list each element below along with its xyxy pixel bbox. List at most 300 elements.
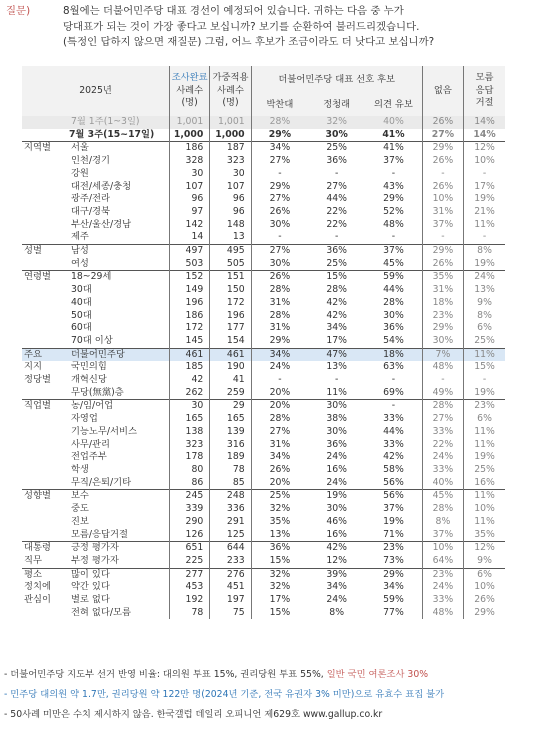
table-row — [22, 374, 505, 387]
row-weighted-count: 505 — [210, 258, 251, 271]
row-cand1-pct: 30% — [251, 258, 308, 271]
note-2: - 민주당 대의원 약 1.7만, 권리당원 약 122만 명(2024년 기준, 전국 유권자 3% 미만)으로 유효수 표집 불가 — [4, 689, 445, 700]
row-label: 더불어민주당 — [69, 348, 170, 361]
row-group-label: 성별 — [22, 245, 69, 258]
row-sample-count: 277 — [170, 568, 210, 581]
row-none-pct: 26% — [422, 181, 463, 194]
row-label: 여성 — [70, 257, 89, 269]
row-cand3-pct: 43% — [383, 180, 404, 192]
row-none-pct: 22% — [422, 439, 463, 452]
table-row — [22, 231, 505, 244]
row-sample-count: 186 — [170, 310, 210, 323]
row-unknown-pct: 9% — [464, 555, 505, 568]
row-cand3-pct: 59% — [383, 594, 404, 606]
row-sample-count: 138 — [170, 426, 210, 439]
row-group-label — [22, 413, 69, 426]
row-none-pct: 27% — [422, 413, 463, 426]
row-cand1-pct: 28% — [251, 413, 308, 426]
header-sample-title: 조사완료 — [171, 71, 208, 83]
header-pref: 더불어민주당 대표 선호 후보 — [251, 66, 422, 94]
row-cand1-pct: 24% — [251, 361, 308, 374]
row-weighted-count: 150 — [210, 284, 251, 297]
table-row — [22, 426, 505, 439]
row-group-label — [22, 284, 69, 297]
row-group-label: 주요 — [22, 348, 69, 361]
question-tag: 질문) — [6, 5, 31, 17]
row-unknown-pct: - — [464, 374, 505, 387]
row-unknown-pct: 12% — [464, 142, 505, 155]
row-cand2-pct: 32% — [308, 116, 365, 129]
row-sample-count: 328 — [170, 155, 210, 168]
row-cand1-pct: - — [251, 374, 308, 387]
row-cand2-pct: - — [335, 231, 339, 243]
header-weighted — [210, 66, 251, 116]
row-sample-count: 172 — [170, 322, 210, 335]
row-cand2-pct: - — [335, 374, 339, 386]
table-row — [22, 335, 505, 348]
table-row — [22, 568, 505, 581]
row-group-label: 대통령 — [22, 542, 69, 555]
row-label: 남성 — [69, 245, 170, 258]
row-cand3-pct: 23% — [365, 542, 422, 555]
header-cand2: 정청래 — [308, 94, 365, 116]
row-none-pct: 37% — [422, 529, 463, 542]
row-weighted-count: 165 — [210, 413, 251, 426]
table-row — [22, 284, 505, 297]
row-label: 진보 — [70, 515, 89, 527]
row-cand3-pct: 42% — [383, 451, 404, 463]
row-cand1-pct: 29% — [251, 181, 308, 194]
row-cand1-pct: 29% — [251, 129, 308, 142]
row-label: 대구/경북 — [70, 205, 111, 217]
row-cand1-pct: 31% — [251, 322, 308, 335]
row-cand2-pct: 11% — [326, 386, 348, 398]
row-unknown-pct: 29% — [464, 607, 505, 620]
row-weighted-count: 196 — [210, 310, 251, 323]
row-label: 모름/응답거절 — [70, 528, 128, 540]
row-unknown-pct: 6% — [464, 322, 505, 335]
row-cand2-pct: 42% — [308, 542, 365, 555]
row-cand1-pct: 29% — [251, 335, 308, 348]
row-group-label: 정치에 — [24, 581, 51, 593]
row-sample-count: 453 — [170, 581, 210, 594]
header-unknown — [464, 66, 505, 116]
row-none-pct: 31% — [422, 284, 463, 297]
row-weighted-count: 172 — [210, 297, 251, 310]
row-label: 서울 — [69, 142, 170, 155]
row-label: 7월 1주(1~3일) — [69, 116, 170, 129]
row-cand3-pct: 19% — [383, 515, 404, 527]
row-cand1-pct: 34% — [251, 451, 308, 464]
row-cand3-pct: 56% — [383, 476, 404, 488]
row-group-label — [22, 206, 69, 219]
row-cand3-pct: 33% — [383, 438, 404, 450]
row-weighted-count: 451 — [210, 581, 251, 594]
row-none-pct: 28% — [422, 503, 463, 516]
row-weighted-count: 125 — [210, 529, 251, 542]
row-cand3-pct: 48% — [383, 218, 404, 230]
row-weighted-count: 259 — [210, 387, 251, 400]
row-group-label: 평소 — [22, 568, 69, 581]
row-label: 국민의힘 — [70, 361, 107, 373]
row-weighted-count: 78 — [210, 464, 251, 477]
table-row — [22, 490, 505, 503]
row-group-label — [22, 297, 69, 310]
row-weighted-count: 148 — [210, 219, 251, 232]
row-cand2-pct: - — [335, 167, 339, 179]
row-weighted-count: 248 — [210, 490, 251, 503]
row-sample-count: 152 — [170, 271, 210, 284]
header-cand3: 의견 유보 — [365, 94, 422, 116]
row-group-label — [22, 439, 69, 452]
row-group-label — [22, 116, 69, 129]
row-none-pct: 49% — [422, 387, 463, 400]
row-cand3-pct: - — [365, 400, 422, 413]
row-sample-count: 86 — [170, 477, 210, 490]
row-group-label — [22, 387, 69, 400]
row-group-label — [22, 451, 69, 464]
table-row — [22, 116, 505, 129]
row-cand3-pct: 30% — [383, 309, 404, 321]
table-row — [22, 607, 505, 620]
table-row — [22, 581, 505, 594]
row-label: 무당(無黨)층 — [70, 386, 124, 398]
row-sample-count: 1,001 — [170, 116, 210, 129]
table-row — [22, 464, 505, 477]
row-none-pct: 48% — [422, 361, 463, 374]
row-group-label — [22, 426, 69, 439]
row-label: 약간 있다 — [70, 581, 110, 593]
row-unknown-pct: 19% — [464, 258, 505, 271]
row-weighted-count: 41 — [210, 374, 251, 387]
row-cand1-pct: 15% — [251, 555, 308, 568]
row-label: 보수 — [69, 490, 170, 503]
row-weighted-count: 96 — [210, 206, 251, 219]
row-cand3-pct: 29% — [383, 193, 404, 205]
row-sample-count: 126 — [170, 529, 210, 542]
row-weighted-count: 461 — [210, 348, 251, 361]
row-group-label: 지역별 — [22, 142, 69, 155]
row-none-pct: 33% — [422, 464, 463, 477]
row-cand3-pct: 59% — [365, 271, 422, 284]
row-unknown-pct: 6% — [464, 568, 505, 581]
row-cand1-pct: 26% — [251, 464, 308, 477]
row-weighted-count: 189 — [210, 451, 251, 464]
row-weighted-count: 85 — [210, 477, 251, 490]
header-none: 없음 — [422, 66, 463, 116]
row-label: 7월 3주(15~17일) — [68, 128, 155, 140]
row-unknown-pct: 21% — [464, 206, 505, 219]
row-cand2-pct: 30% — [325, 128, 348, 140]
row-cand1-pct: 13% — [251, 529, 308, 542]
row-cand2-pct: 28% — [326, 284, 348, 296]
row-cand1-pct: 27% — [251, 193, 308, 206]
row-cand3-pct: 41% — [382, 128, 405, 140]
row-cand1-pct: 17% — [251, 594, 308, 607]
row-group-label — [22, 168, 69, 181]
row-cand2-pct: 42% — [326, 296, 348, 308]
row-cand2-pct: 46% — [326, 515, 348, 527]
row-cand2-pct: 24% — [326, 476, 348, 488]
row-sample-count: 145 — [170, 335, 210, 348]
row-sample-count: 165 — [170, 413, 210, 426]
row-unknown-pct: 6% — [464, 413, 505, 426]
row-label: 광주/전라 — [70, 193, 111, 205]
row-unknown-pct: 11% — [464, 490, 505, 503]
row-unknown-pct: 11% — [464, 219, 505, 232]
table-row — [22, 516, 505, 529]
row-none-pct: 28% — [422, 400, 463, 413]
row-unknown-pct: 19% — [464, 193, 505, 206]
row-cand1-pct: 31% — [251, 439, 308, 452]
row-cand3-pct: 63% — [383, 361, 404, 373]
question-line-2: 당대표가 되는 것이 가장 좋다고 보십니까? 보기를 순환하여 불러드리겠습니다. — [63, 20, 420, 33]
row-sample-count: 14 — [170, 231, 210, 244]
row-cand1-pct: 20% — [251, 387, 308, 400]
row-weighted-count: 75 — [210, 607, 251, 620]
table-body — [22, 116, 505, 619]
header-weighted-title: 가중적용 — [212, 71, 249, 83]
row-cand3-pct: 34% — [383, 581, 404, 593]
table-row — [22, 387, 505, 400]
row-group-label: 성향별 — [22, 490, 69, 503]
row-group-label — [22, 310, 69, 323]
row-cand2-pct: 13% — [326, 361, 348, 373]
row-weighted-count: 190 — [210, 361, 251, 374]
row-none-pct: 10% — [422, 542, 463, 555]
row-weighted-count: 495 — [210, 245, 251, 258]
table-row — [22, 348, 505, 361]
poll-table — [22, 66, 505, 619]
row-group-label: 관심이 — [24, 594, 51, 606]
row-sample-count: 503 — [170, 258, 210, 271]
row-sample-count: 192 — [170, 594, 210, 607]
row-group-label — [22, 503, 69, 516]
row-label: 제주 — [70, 231, 89, 243]
row-sample-count: 497 — [170, 245, 210, 258]
row-cand2-pct: 30% — [326, 425, 348, 437]
row-group-label — [22, 464, 69, 477]
row-cand1-pct: 28% — [251, 116, 308, 129]
row-sample-count: 196 — [170, 297, 210, 310]
notes — [4, 665, 444, 725]
row-cand2-pct: 25% — [308, 142, 365, 155]
row-cand2-pct: 42% — [326, 309, 348, 321]
row-unknown-pct: 11% — [464, 439, 505, 452]
row-group-label — [22, 258, 69, 271]
row-sample-count: 323 — [170, 439, 210, 452]
row-group-label — [22, 193, 69, 206]
row-unknown-pct: 25% — [464, 464, 505, 477]
row-cand3-pct: 29% — [365, 568, 422, 581]
row-group-label: 연령별 — [22, 271, 69, 284]
row-cand3-pct: - — [391, 374, 396, 386]
row-sample-count: 30 — [170, 400, 210, 413]
row-group-label — [22, 155, 69, 168]
row-cand1-pct: 31% — [251, 297, 308, 310]
table-row — [22, 503, 505, 516]
table-row — [22, 310, 505, 323]
row-cand3-pct: 33% — [383, 413, 404, 425]
row-sample-count: 149 — [170, 284, 210, 297]
row-weighted-count: 96 — [210, 193, 251, 206]
row-cand3-pct: 54% — [383, 334, 404, 346]
question-text — [63, 4, 434, 51]
row-none-pct: 29% — [422, 245, 463, 258]
row-label: 부정 평가자 — [70, 554, 119, 566]
row-cand1-pct: 32% — [251, 581, 308, 594]
row-group-label — [22, 181, 69, 194]
row-unknown-pct: 9% — [464, 297, 505, 310]
row-none-pct: 31% — [422, 206, 463, 219]
row-label: 전혀 없다/모름 — [70, 606, 131, 618]
row-unknown-pct: 24% — [464, 271, 505, 284]
row-label: 60대 — [70, 322, 92, 334]
note-3: - 50사례 미만은 수치 제시하지 않음. 한국갤럽 데일리 오피니언 제629호 www.gallup.co.kr — [4, 709, 383, 720]
table-row — [22, 451, 505, 464]
row-cand2-pct: 22% — [326, 218, 348, 230]
table-row — [22, 258, 505, 271]
row-unknown-pct: 14% — [464, 129, 505, 142]
row-weighted-count: 154 — [210, 335, 251, 348]
row-cand2-pct: 8% — [329, 606, 345, 618]
row-sample-count: 245 — [170, 490, 210, 503]
row-group-label: 직무 — [24, 554, 42, 566]
row-none-pct: 23% — [422, 568, 463, 581]
row-unknown-pct: 12% — [464, 542, 505, 555]
row-none-pct: 64% — [422, 555, 463, 568]
row-group-label: 지지 — [24, 361, 42, 373]
row-unknown-pct: 23% — [464, 400, 505, 413]
row-cand2-pct: 36% — [326, 155, 348, 167]
row-weighted-count: 1,001 — [210, 116, 251, 129]
row-cand3-pct: 36% — [383, 322, 404, 334]
row-cand3-pct: 69% — [383, 386, 404, 398]
row-none-pct: 45% — [422, 490, 463, 503]
row-group-label: 정당별 — [24, 374, 51, 386]
row-sample-count: 78 — [170, 607, 210, 620]
row-unknown-pct: 8% — [464, 245, 505, 258]
row-weighted-count: 276 — [210, 568, 251, 581]
table-row — [22, 529, 505, 542]
row-cand1-pct: 35% — [251, 516, 308, 529]
row-cand3-pct: 44% — [383, 284, 404, 296]
row-cand1-pct: 27% — [251, 155, 308, 168]
table-row — [22, 400, 505, 413]
row-weighted-count: 1,000 — [210, 129, 251, 142]
row-cand2-pct: 15% — [308, 271, 365, 284]
header-cand1: 박찬대 — [251, 94, 308, 116]
row-label: 30대 — [70, 284, 92, 296]
row-sample-count: 178 — [170, 451, 210, 464]
table-row — [22, 155, 505, 168]
row-unknown-pct: 10% — [464, 155, 505, 168]
header-year: 2025년 — [22, 66, 170, 116]
row-label: 기능노무/서비스 — [70, 425, 137, 437]
row-label: 70대 이상 — [70, 334, 113, 346]
row-cand1-pct: 30% — [251, 219, 308, 232]
row-group-label — [22, 322, 69, 335]
row-weighted-count: 197 — [210, 594, 251, 607]
row-cand1-pct: 36% — [251, 542, 308, 555]
row-label: 긍정 평가자 — [69, 542, 170, 555]
row-cand2-pct: 19% — [308, 490, 365, 503]
row-cand1-pct: 34% — [251, 348, 308, 361]
row-unknown-pct: 19% — [464, 387, 505, 400]
row-cand1-pct: 27% — [251, 245, 308, 258]
row-none-pct: 29% — [422, 322, 463, 335]
header-unknown-text — [464, 72, 505, 110]
row-unknown-pct: - — [464, 231, 505, 244]
row-cand1-pct: 20% — [251, 400, 308, 413]
row-cand3-pct: 18% — [365, 348, 422, 361]
row-unknown-pct: 26% — [464, 594, 505, 607]
table-row — [22, 542, 505, 555]
row-unknown-pct: 11% — [464, 516, 505, 529]
row-cand3-pct: 37% — [383, 155, 404, 167]
row-none-pct: 8% — [422, 516, 463, 529]
row-weighted-count: 107 — [210, 181, 251, 194]
row-cand2-pct: 30% — [308, 400, 365, 413]
row-weighted-count: 139 — [210, 426, 251, 439]
header-weighted-sub1: 사례수 — [217, 84, 244, 96]
row-none-pct: - — [422, 168, 463, 181]
row-weighted-count: 187 — [210, 142, 251, 155]
row-none-pct: 33% — [422, 594, 463, 607]
table-row — [22, 322, 505, 335]
table-row — [22, 168, 505, 181]
row-cand1-pct: 25% — [251, 490, 308, 503]
row-sample-count: 80 — [170, 464, 210, 477]
row-cand2-pct: 36% — [308, 245, 365, 258]
row-label: 대전/세종/충청 — [70, 180, 132, 192]
row-label: 많이 있다 — [69, 568, 170, 581]
row-cand2-pct: 36% — [326, 438, 348, 450]
row-weighted-count: 29 — [210, 400, 251, 413]
row-weighted-count: 30 — [210, 168, 251, 181]
row-weighted-count: 151 — [210, 271, 251, 284]
row-cand3-pct: 56% — [365, 490, 422, 503]
row-cand2-pct: 24% — [326, 451, 348, 463]
row-unknown-pct: 14% — [464, 116, 505, 129]
table-row — [22, 439, 505, 452]
row-cand1-pct: - — [251, 231, 308, 244]
row-none-pct: 40% — [422, 477, 463, 490]
row-unknown-pct: - — [464, 168, 505, 181]
header-sample — [170, 66, 210, 116]
note-1 — [4, 665, 444, 685]
row-none-pct: 37% — [422, 219, 463, 232]
row-weighted-count: 323 — [210, 155, 251, 168]
row-label: 중도 — [70, 503, 89, 515]
row-cand1-pct: 27% — [251, 426, 308, 439]
row-none-pct: 7% — [422, 348, 463, 361]
row-label: 별로 없다 — [70, 594, 110, 606]
row-sample-count: 290 — [170, 516, 210, 529]
note-1b: 일반 국민 여론조사 30% — [326, 669, 429, 680]
row-unknown-pct: 10% — [464, 581, 505, 594]
table-row — [22, 206, 505, 219]
row-unknown-pct: 10% — [464, 503, 505, 516]
row-sample-count: 30 — [170, 168, 210, 181]
table-row — [22, 181, 505, 194]
row-unknown-pct: 15% — [464, 361, 505, 374]
row-sample-count: 225 — [170, 555, 210, 568]
row-weighted-count: 177 — [210, 322, 251, 335]
question-line-1: 8월에는 더불어민주당 대표 경선이 예정되어 있습니다. 귀하는 다음 중 누가 — [63, 5, 404, 17]
row-cand1-pct: 28% — [251, 310, 308, 323]
row-unknown-pct: 25% — [464, 335, 505, 348]
